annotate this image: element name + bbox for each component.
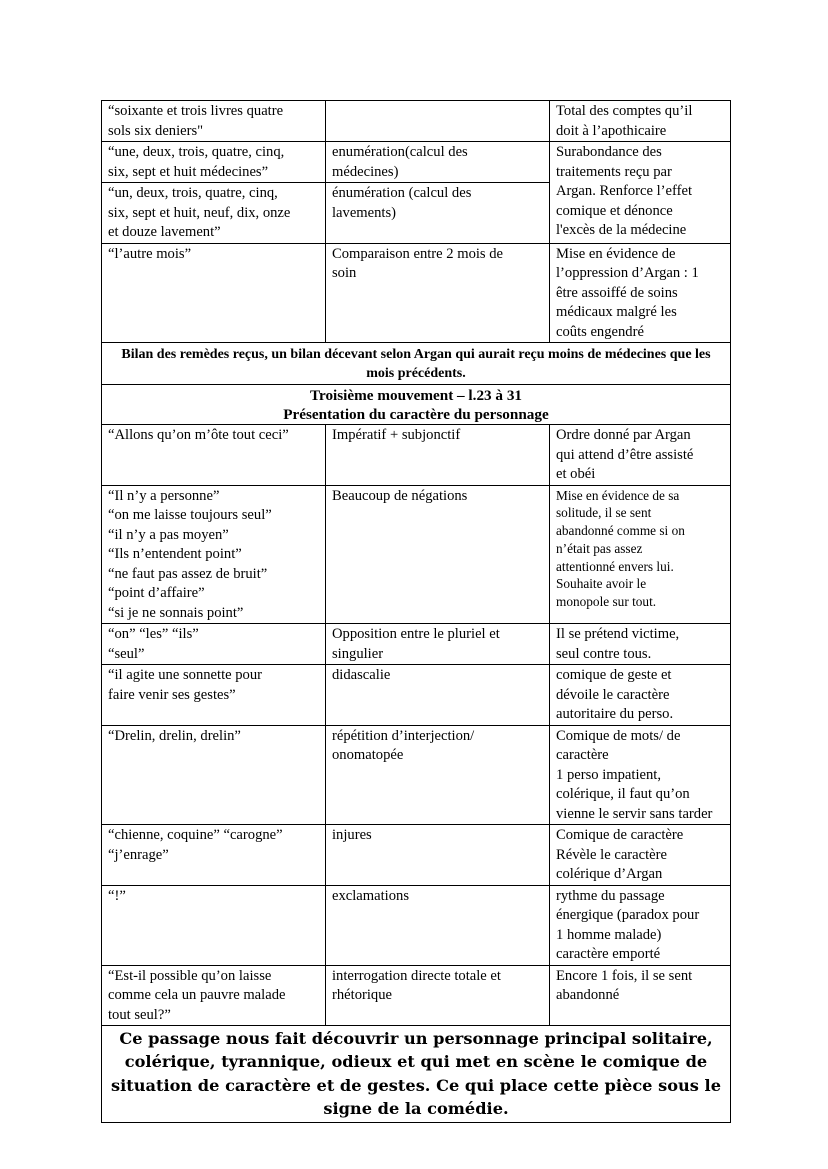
movement-heading bbox=[102, 385, 731, 425]
quote-cell: “Allons qu’on m’ôte tout ceci” bbox=[102, 425, 326, 486]
quote-cell: “on” “les” “ils” “seul” bbox=[102, 624, 326, 665]
effect-cell: rythme du passage énergique (paradox pour 1 homme malade) caractère emporté bbox=[550, 885, 731, 965]
figure-cell: interrogation directe totale et rhétorique bbox=[326, 965, 550, 1026]
analysis-document bbox=[101, 100, 730, 1123]
quote-cell: “un, deux, trois, quatre, cinq, six, sept et huit, neuf, dix, onze et douze lavement” bbox=[102, 183, 326, 244]
effect-cell: Mise en évidence de l’oppression d’Argan : 1 être assoiffé de soins médicaux malgré les coûts engendré bbox=[550, 243, 731, 343]
table-row bbox=[102, 665, 731, 726]
figure-cell: Comparaison entre 2 mois de soin bbox=[326, 243, 550, 343]
table-row bbox=[102, 485, 731, 624]
analysis-table bbox=[101, 100, 731, 1123]
table-row bbox=[102, 142, 731, 183]
figure-cell bbox=[326, 101, 550, 142]
figure-cell: enumération(calcul des médecines) bbox=[326, 142, 550, 183]
effect-cell: Il se prétend victime, seul contre tous. bbox=[550, 624, 731, 665]
quote-cell: “Est-il possible qu’on laisse comme cela un pauvre malade tout seul?” bbox=[102, 965, 326, 1026]
quote-cell: “une, deux, trois, quatre, cinq, six, sept et huit médecines” bbox=[102, 142, 326, 183]
quote-cell: “!” bbox=[102, 885, 326, 965]
effect-cell: Comique de mots/ de caractère 1 perso impatient, colérique, il faut qu’on vienne le servir sans tarder bbox=[550, 725, 731, 825]
effect-cell: Total des comptes qu’il doit à l’apothicaire bbox=[550, 101, 731, 142]
figure-cell: Impératif + subjonctif bbox=[326, 425, 550, 486]
movement-subtitle: Présentation du caractère du personnage bbox=[283, 406, 549, 423]
quote-cell: “Il n’y a personne” “on me laisse toujours seul” “il n’y a pas moyen” “Ils n’entendent point” “ne faut pas assez de bruit” “point d’affaire” “si je ne sonnais point” bbox=[102, 485, 326, 624]
table-row bbox=[102, 885, 731, 965]
table-row bbox=[102, 624, 731, 665]
figure-cell: didascalie bbox=[326, 665, 550, 726]
figure-cell: Opposition entre le pluriel et singulier bbox=[326, 624, 550, 665]
summary-text: Bilan des remèdes reçus, un bilan décevant selon Argan qui aurait reçu moins de médecines que les mois précédents. bbox=[102, 343, 731, 385]
table-row bbox=[102, 725, 731, 825]
effect-cell: Surabondance des traitements reçu par Argan. Renforce l’effet comique et dénonce l'excès de la médecine bbox=[550, 142, 731, 244]
table-row bbox=[102, 243, 731, 343]
movement-title: Troisième mouvement – l.23 à 31 bbox=[309, 387, 523, 404]
figure-cell: exclamations bbox=[326, 885, 550, 965]
figure-cell: Beaucoup de négations bbox=[326, 485, 550, 624]
quote-cell: “soixante et trois livres quatre sols six deniers" bbox=[102, 101, 326, 142]
table-row bbox=[102, 825, 731, 886]
quote-cell: “chienne, coquine” “carogne” “j’enrage” bbox=[102, 825, 326, 886]
table-row bbox=[102, 101, 731, 142]
effect-cell: comique de geste et dévoile le caractère autoritaire du perso. bbox=[550, 665, 731, 726]
figure-cell: injures bbox=[326, 825, 550, 886]
movement-heading-row bbox=[102, 385, 731, 425]
effect-cell: Encore 1 fois, il se sent abandonné bbox=[550, 965, 731, 1026]
summary-row bbox=[102, 343, 731, 385]
conclusion-text: Ce passage nous fait découvrir un personnage principal solitaire, colérique, tyrannique, odieux et qui met en scène le comique de situation de caractère et de gestes. Ce qui place cette pièce sous le signe de la comédie. bbox=[102, 1026, 731, 1123]
quote-cell: “il agite une sonnette pour faire venir ses gestes” bbox=[102, 665, 326, 726]
quote-cell: “Drelin, drelin, drelin” bbox=[102, 725, 326, 825]
effect-cell: Comique de caractère Révèle le caractère colérique d’Argan bbox=[550, 825, 731, 886]
effect-cell: Mise en évidence de sa solitude, il se sent abandonné comme si on n’était pas assez attentionné envers lui. Souhaite avoir le monopole sur tout. bbox=[550, 485, 731, 624]
conclusion-row bbox=[102, 1026, 731, 1123]
table-row bbox=[102, 425, 731, 486]
figure-cell: répétition d’interjection/ onomatopée bbox=[326, 725, 550, 825]
table-row bbox=[102, 965, 731, 1026]
figure-cell: énumération (calcul des lavements) bbox=[326, 183, 550, 244]
quote-cell: “l’autre mois” bbox=[102, 243, 326, 343]
effect-cell: Ordre donné par Argan qui attend d’être assisté et obéi bbox=[550, 425, 731, 486]
